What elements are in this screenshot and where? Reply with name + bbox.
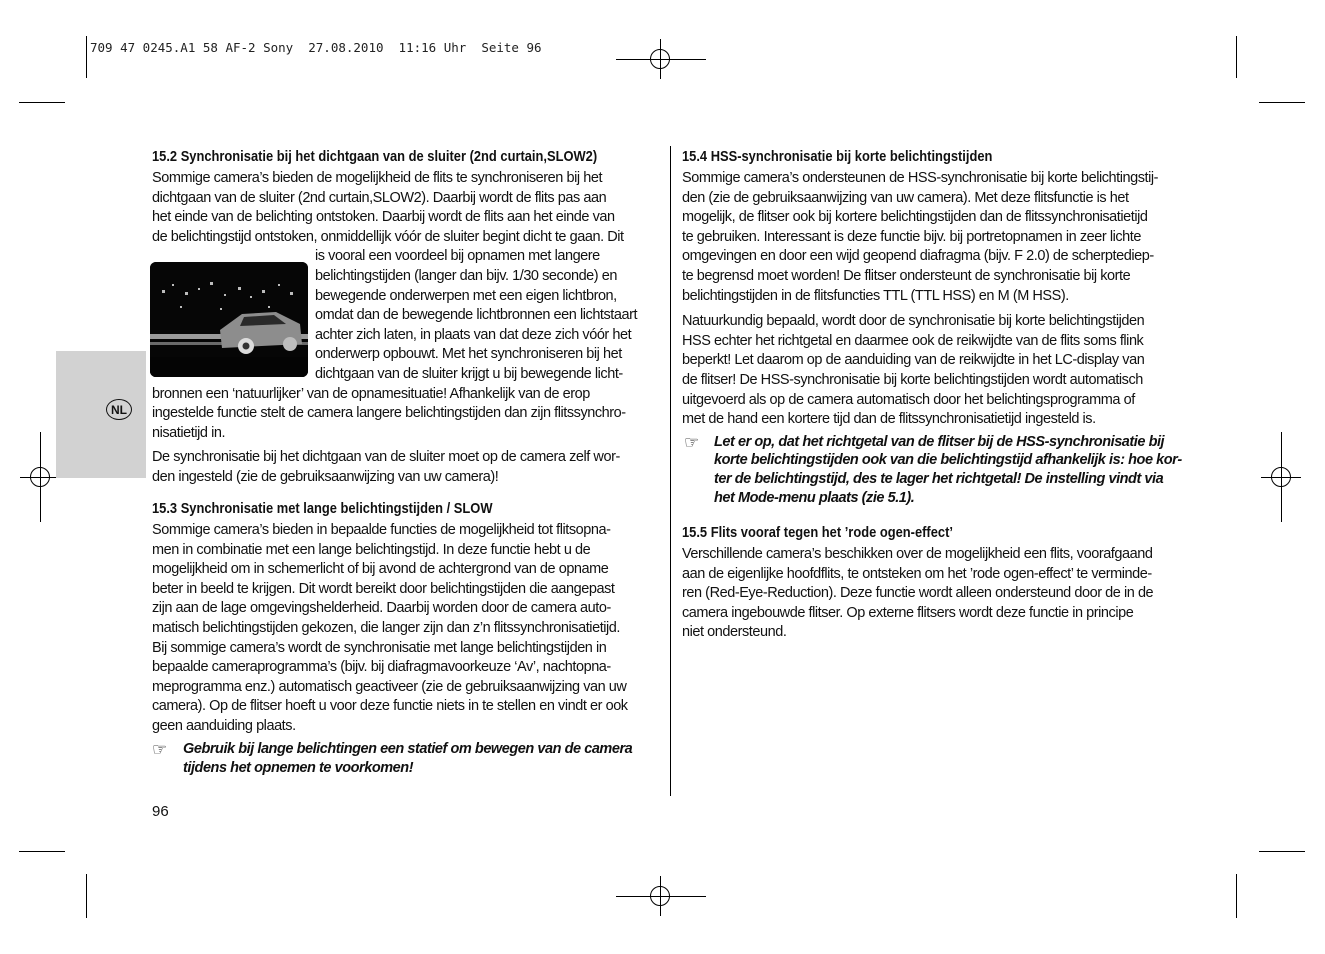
reg-line-left (40, 432, 41, 522)
reg-line-top (616, 59, 706, 60)
section-heading: 15.2 Synchronisatie bij het dichtgaan van de sluiter (2nd curtain,SLOW2) (152, 148, 598, 165)
crop-mark-br-h (1259, 851, 1305, 852)
language-tab (56, 351, 146, 478)
note-block: ☞ Let er op, dat het richtgetal van de flitser bij de HSS-synchronisatie bij korte belichtingstijden ook van die belichtingstijd afhankelijk is: hoe kor- ter de belichtingstijd, des te lager het richtgetal! De instelling vindt via het Mode-menu plaats (zie 5.1). (684, 432, 1182, 506)
reg-line-bottom (616, 896, 706, 897)
note-block: ☞ Gebruik bij lange belichtingen een statief om bewegen van de camera tijdens het opnemen te voorkomen! (152, 739, 633, 777)
reg-line-right (1281, 432, 1282, 522)
section-heading: 15.4 HSS-synchronisatie bij korte belichtingstijden (682, 148, 993, 165)
photo-image (150, 262, 308, 377)
section-heading: 15.3 Synchronisatie met lange belichtingstijden / SLOW (152, 500, 493, 517)
paragraph: Natuurkundig bepaald, wordt door de synchronisatie bij korte belichtingstijden HSS echter het richtgetal en daarmee ook de reikwijdte van de flits soms flink beperkt! Let daarom op de aanduiding van de reikwijdte in het LC-display van de flitser! De HSS-synchronisatie bij korte belichtingstijden wordt automatisch uitgevoerd als op de camera automatisch door het belichtingsprogramma of met de hand een kortere tijd dan de flitssynchronisatietijd ingesteld is. (682, 313, 1145, 428)
crop-mark-br-v (1236, 874, 1237, 918)
paragraph: Sommige camera’s bieden de mogelijkheid de flits te synchroniseren bij het dichtgaan van de sluiter (2nd curtain,SLOW2). Daarbij wordt de flits pas aan het einde van de belichting ontstoken. Daarbij wordt de flits aan het einde van de belichtingstijd ontstoken, onmiddellijk vóór de sluiter begint dicht te gaan. Dit is vooral een voordeel bij opnamen met langere belichtingstijden (langer dan bijv. 1/30 seconde) en bewegende onderwerpen met een eigen lichtbron, omdat dan de bewegende lichtbronnen een lichtstaart achter zich laten, in plaats van dat deze zich vóór het onderwerp opbouwt. Met het synchroniseren bij het dichtgaan van de sluiter krijgt u bij bewegende licht- bronnen een ‘natuurlijker’ van de opnamesituatie! Afhankelijk van de erop ingestelde functie stelt de camera langere belichtingstijden dan zijn flitssynchro- nisatietijd in. (152, 170, 638, 441)
paragraph: Sommige camera’s bieden in bepaalde functies de mogelijkheid tot flitsopna- men in combinatie met een lange belichtingstijd. In deze functie hebt u de mogelijkheid om in schemerlicht of bij avond de achtergrond van de opname beter in beeld te krijgen. Dit wordt bereikt door belichtingstijden die aangepast zijn aan de lage omgevingshelderheid. Daarbij worden door de camera auto- matisch belichtingstijden gekozen, die langer zijn dan z’n flitssynchronisatietijd. Bij sommige camera’s wordt de synchronisatie met lange belichtingstijden in bepaalde cameraprogramma’s (bijv. bij diafragmavoorkeuze ‘Av’, nachtopna- meprogramma enz.) automatisch geactiveer (zie de gebruiksaanwijzing van uw camera). Op de flitser hoeft u voor deze functie niets in te stellen en vindt er ook geen aanduiding plaats. (152, 522, 628, 734)
section-15-4 (682, 147, 1197, 507)
print-slug: 709 47 0245.A1 58 AF-2 Sony 27.08.2010 11:16 Uhr Seite 96 (90, 40, 542, 55)
crop-mark-tr-h (1259, 102, 1305, 103)
crop-mark-tl-v (86, 36, 87, 78)
column-divider (670, 146, 671, 796)
night-car-photo (150, 262, 308, 377)
crop-mark-tr-v (1236, 36, 1237, 78)
paragraph: De synchronisatie bij het dichtgaan van de sluiter moet op de camera zelf wor- den ingesteld (zie de gebruiksaanwijzing van uw camera)! (152, 449, 620, 485)
language-badge: NL (106, 399, 132, 420)
section-heading: 15.5 Flits vooraf tegen het ’rode ogen-effect’ (682, 524, 953, 541)
paragraph: Sommige camera’s ondersteunen de HSS-synchronisatie bij korte belichtingstij- den (zie de gebruiksaanwijzing van uw camera). Met deze flitsfunctie is het mogelijk, de flitser ook bij kortere belichtingstijden dan de flitssynchronisatietijd te gebruiken. Interessant is deze functie bijv. bij portretopnamen in zeer lichte omgevingen en door een wijd geopend diafragma (bijv. F 2.0) de scherptediep- te begrensd moet worden! De flitser ondersteunt de synchronisatie bij korte belichtingstijden in de flitsfuncties TTL (TTL HSS) en M (M HSS). (682, 170, 1159, 304)
crop-mark-bl-h (19, 851, 65, 852)
crop-mark-bl-v (86, 874, 87, 918)
section-15-3 (152, 499, 664, 779)
paragraph: Verschillende camera’s beschikken over de mogelijkheid een flits, voorafgaand aan de eigenlijke hoofdflits, te ontsteken om het ’rode ogen-effect’ te verminde- ren (Red-Eye-Reduction). Deze functie wordt alleen ondersteund door de in de camera ingebouwde flitser. Op externe flitsers wordt deze functie in principe niet ondersteund. (682, 546, 1154, 641)
section-15-5 (682, 523, 1197, 643)
pointing-hand-icon: ☞ (152, 739, 168, 759)
page-number: 96 (152, 803, 169, 820)
pointing-hand-icon: ☞ (684, 432, 700, 452)
crop-mark-tl-h (19, 102, 65, 103)
